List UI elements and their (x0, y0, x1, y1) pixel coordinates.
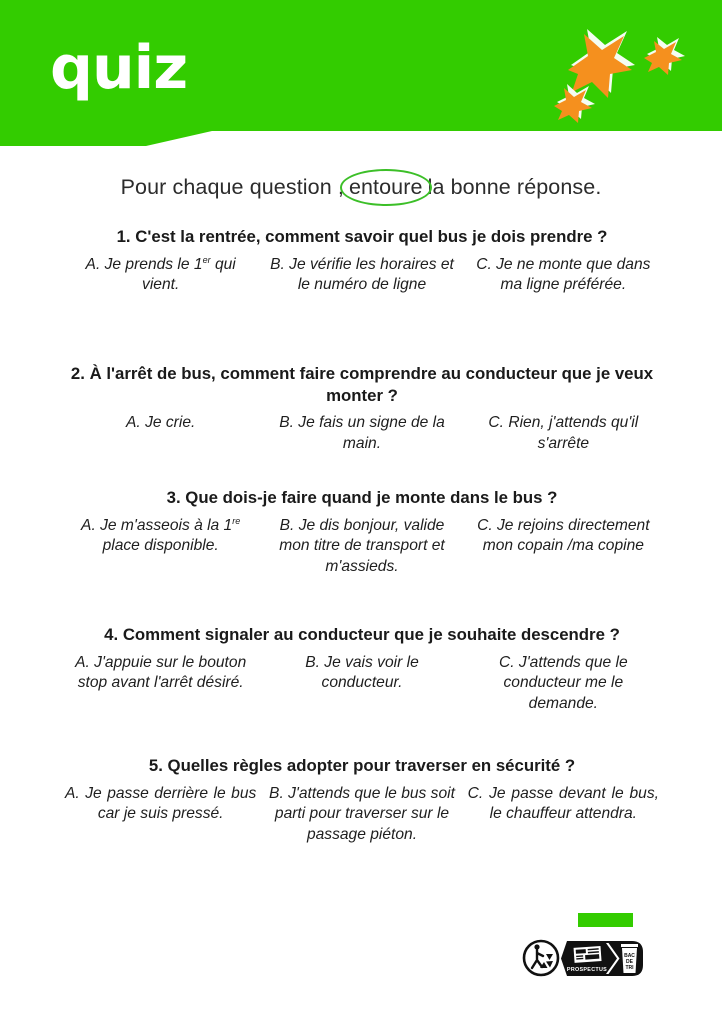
answer-option-2b[interactable]: B. Je fais un signe de la main. (279, 414, 445, 452)
question-title-5: 5. Quelles règles adopter pour traverser en sécurité ? (148, 756, 576, 775)
answer-1a-text-before: A. Je prends le 1 (85, 255, 203, 273)
answers-row-1 (60, 255, 664, 296)
stars-svg (536, 22, 706, 134)
answers-row-4 (60, 653, 664, 715)
answer-1a-text-after: qui vient. (142, 255, 236, 294)
circled-word-entoure (344, 175, 428, 200)
bac-de-tri-bin-icon (621, 944, 638, 973)
answer-option-2c[interactable]: C. Rien, j'attends qu'il s'arrête (488, 414, 639, 452)
sorting-instruction-label (561, 941, 643, 976)
answer-option-4c[interactable]: C. J'attends que le conducteur me le demande. (498, 653, 628, 712)
answer-3a-text-after: place disponible. (102, 537, 219, 555)
footer-green-bar (578, 913, 633, 927)
answer-3a-text-before: A. Je m'asseois à la 1 (81, 516, 233, 534)
question-block-5 (60, 755, 664, 846)
question-block-1 (60, 226, 664, 296)
answer-option-1a[interactable] (60, 255, 261, 296)
answers-row-5 (60, 784, 664, 846)
footer-logo-group (522, 936, 645, 980)
answer-3a-superscript: re (232, 515, 241, 526)
answer-option-5a[interactable]: A. Je passe derrière le bus car je suis pressé. (65, 784, 257, 823)
prospectus-newspaper-icon (574, 946, 602, 963)
answer-option-1c[interactable]: C. Je ne monte que dans ma ligne préférée. (476, 255, 651, 294)
answer-option-1b[interactable]: B. Je vérifie les horaires et le numéro de ligne (270, 255, 454, 294)
answers-row-3 (60, 516, 664, 578)
decorative-stars-group (536, 22, 706, 134)
answers-row-2 (60, 413, 664, 454)
answer-option-4b[interactable]: B. Je vais voir le conducteur. (305, 653, 419, 692)
question-title-2: 2. À l'arrêt de bus, comment faire comprendre au conducteur que je veux monter ? (70, 364, 654, 405)
answer-option-3b[interactable]: B. Je dis bonjour, valide mon titre de transport et m'assieds. (279, 516, 445, 575)
star-large (568, 29, 635, 98)
answer-option-5b[interactable]: B. J'attends que le bus soit parti pour traverser sur le passage piéton. (269, 784, 455, 843)
quiz-logo: quiz (50, 33, 188, 103)
answer-option-5c[interactable]: C. Je passe devant le bus, le chauffeur attendra. (467, 784, 659, 823)
question-title-1: 1. C'est la rentrée, comment savoir quel bus je dois prendre ? (116, 227, 608, 246)
footer-logos-svg (522, 936, 645, 980)
question-title-3: 3. Que dois-je faire quand je monte dans le bus ? (166, 488, 558, 507)
triman-recycle-icon (524, 941, 558, 975)
bin-label-line3: TRI (625, 965, 634, 971)
question-title-4: 4. Comment signaler au conducteur que je souhaite descendre ? (104, 625, 620, 644)
star-medium (644, 37, 685, 75)
prospectus-label: PROSPECTUS (566, 967, 608, 973)
answer-option-2a[interactable]: A. Je crie. (126, 414, 196, 431)
bin-label-line2: DE (626, 959, 633, 965)
instruction-text-after: la bonne réponse. (427, 175, 602, 199)
question-block-4 (60, 624, 664, 715)
answer-option-4a[interactable]: A. J'appuie sur le bouton stop avant l'arrêt désiré. (75, 653, 247, 692)
answer-option-3a[interactable] (60, 516, 261, 578)
bin-label-line1: BAC (624, 953, 635, 959)
circled-word-label: entoure (348, 175, 423, 199)
instruction-line (0, 175, 722, 200)
question-block-2 (60, 363, 664, 454)
instruction-text-before: Pour chaque question , (120, 175, 344, 199)
answer-1a-superscript: er (202, 254, 211, 265)
question-block-3 (60, 487, 664, 578)
answer-option-3c[interactable]: C. Je rejoins directement mon copain /ma copine (477, 516, 650, 555)
